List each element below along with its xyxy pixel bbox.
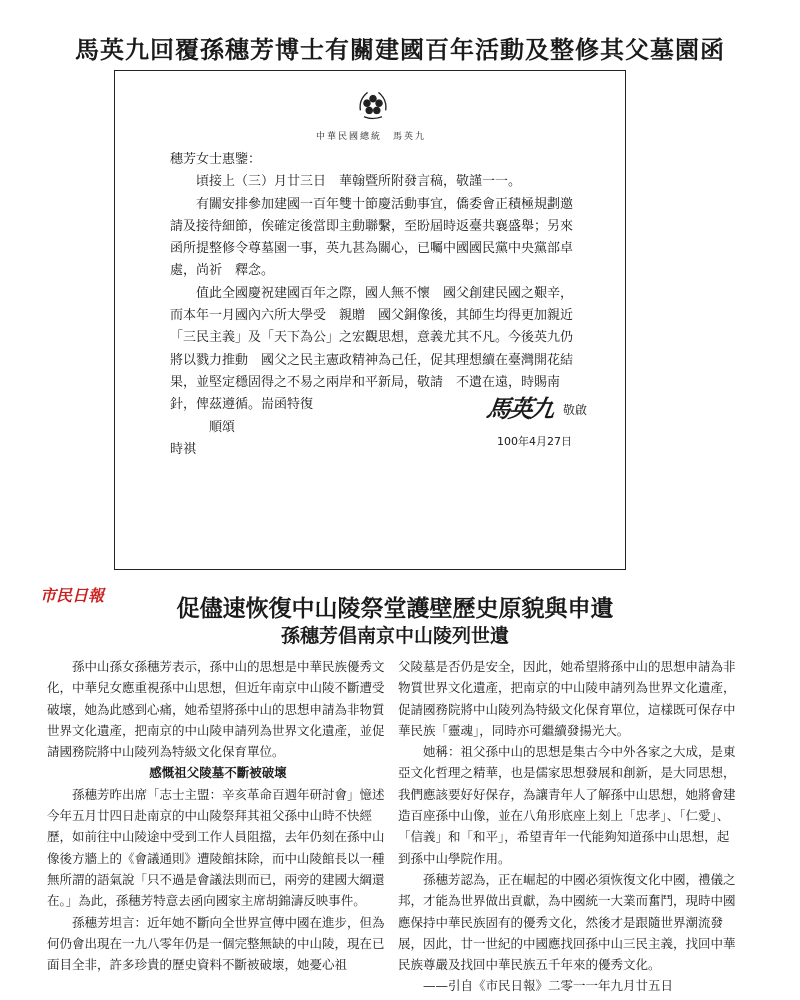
presidential-plum-blossom-emblem-icon <box>355 87 391 123</box>
letter-paragraph: 值此全國慶祝建國百年之際，國人無不懷 國父創建民國之艱辛，而本年一月國內六所大學受 親贈 國父銅像後，其師生均得更加親近「三民主義」及「天下為公」之宏觀思想，意義尤其不凡。今後英九仍將以戮力推動 國父之民主憲政精神為己任，促其理想續在臺灣開花結果，並堅定穩固得之不易之兩岸和平新局，敬請 不遺在遠，時賜南針，俾茲遵循。耑函特復 <box>170 285 574 413</box>
article-headline: 促儘速恢復中山陵祭堂護壁歷史原貌與申遺 <box>176 596 614 622</box>
page-title: 馬英九回覆孫穗芳博士有關建國百年活動及整修其父墓園函 <box>75 36 725 64</box>
article-left-column <box>47 656 389 975</box>
letter-paragraph: 頃接上（三）月廿三日 華翰暨所附發言稿，敬謹一一。 <box>196 174 522 190</box>
letter-sign-off: 敬啟 <box>563 403 588 417</box>
letter-paragraph: 有關安排參加建國一百年雙十節慶活動事宜，僑委會正積極規劃邀請及接待細節，俟確定後當即主動聯繫，至盼屆時返臺共襄盛舉；另來函所提整修令尊墓園一事，英九甚為關心，已囑中國國民黨中央黨部卓處，尚祈 釋念。 <box>170 196 574 279</box>
letter-closing-wishes: 時祺 <box>170 441 197 457</box>
article-paragraph: 孫中山孫女孫穗芳表示，孫中山的思想是中華民族優秀文化，中華兒女應重視孫中山思想，但近年南京中山陵不斷遭受破壞，她為此感到心痛，她希望將孫中山的思想申請為非物質世界文化遺產，把南京的中山陵申請列為世界文化遺產，並促請國務院將中山陵列為特級文化保育單位。 <box>47 659 385 760</box>
letter-closing-regards: 順頌 <box>209 419 236 435</box>
article-source-citation: ——引自《市民日報》二零一一年九月廿五日 <box>423 978 674 994</box>
letter-signature: 馬英九 <box>484 394 555 423</box>
newspaper-masthead-logo: 市民日報 <box>40 586 105 605</box>
letter-frame <box>114 70 626 570</box>
letter-salutation: 穗芳女士惠鑒： <box>170 152 262 167</box>
article-section-subhead: 感慨祖父陵墓不斷被破壞 <box>149 765 287 781</box>
article-paragraph: 她稱：祖父孫中山的思想是集古今中外各家之大成，是東亞文化哲理之精華，也是儒家思想發展和創新，是大同思想，我們應該要好好保存，為讓青年人了解孫中山思想，她將會建造百座孫中山像，並在八角形底座上刻上「忠孝」、「仁愛」、「信義」和「和平」，希望青年一代能夠知道孫中山思想，起到孫中山學院作用。 <box>398 744 736 866</box>
article-paragraph: 孫穗芳坦言：近年她不斷向全世界宣傳中國在進步，但為何仍會出現在一九八零年仍是一個完整無缺的中山陵，現在已面目全非，許多珍貴的歷史資料不斷被破壞，她憂心祖 <box>47 914 385 973</box>
letterhead: 中華民國總統 馬英九 <box>315 132 426 142</box>
article-right-column <box>398 656 740 997</box>
article-paragraph: 孫穗芳昨出席「志士主盟：辛亥革命百週年研討會」憶述今年五月廿四日赴南京的中山陵祭拜其祖父孫中山時不快經歷，如前往中山陵途中受到工作人員阻擋，去年仍刻在孫中山像後方牆上的《會議通則》遭陵館抹除，而中山陵館長以一種無所謂的語氣說「只不過是會議法則而已，兩旁的建國大綱還在。」為此，孫穗芳特意去函向國家主席胡錦濤反映事件。 <box>47 786 385 909</box>
article-paragraph: 孫穗芳認為，正在崛起的中國必須恢復文化中國，禮儀之邦，才能為世界做出貢獻，為中國統一大業而奮鬥，現時中國應保持中華民族固有的優秀文化，然後才是跟隨世界潮流發展，因此，廿一世紀的中國應找回孫中山三民主義，找回中華民族尊嚴及找回中華民族五千年來的優秀文化。 <box>398 871 736 973</box>
article-subheadline: 孫穗芳倡南京中山陵列世遺 <box>280 625 509 647</box>
article-paragraph: 父陵墓是否仍是安全，因此，她希望將孫中山的思想申請為非物質世界文化遺產，把南京的中山陵申請列為世界文化遺產，促請國務院將中山陵列為特級文化保育單位，這樣既可保存中華民族「靈魂」，同時亦可繼續發揚光大。 <box>398 659 736 738</box>
letter-date: 100年4月27日 <box>497 435 572 448</box>
